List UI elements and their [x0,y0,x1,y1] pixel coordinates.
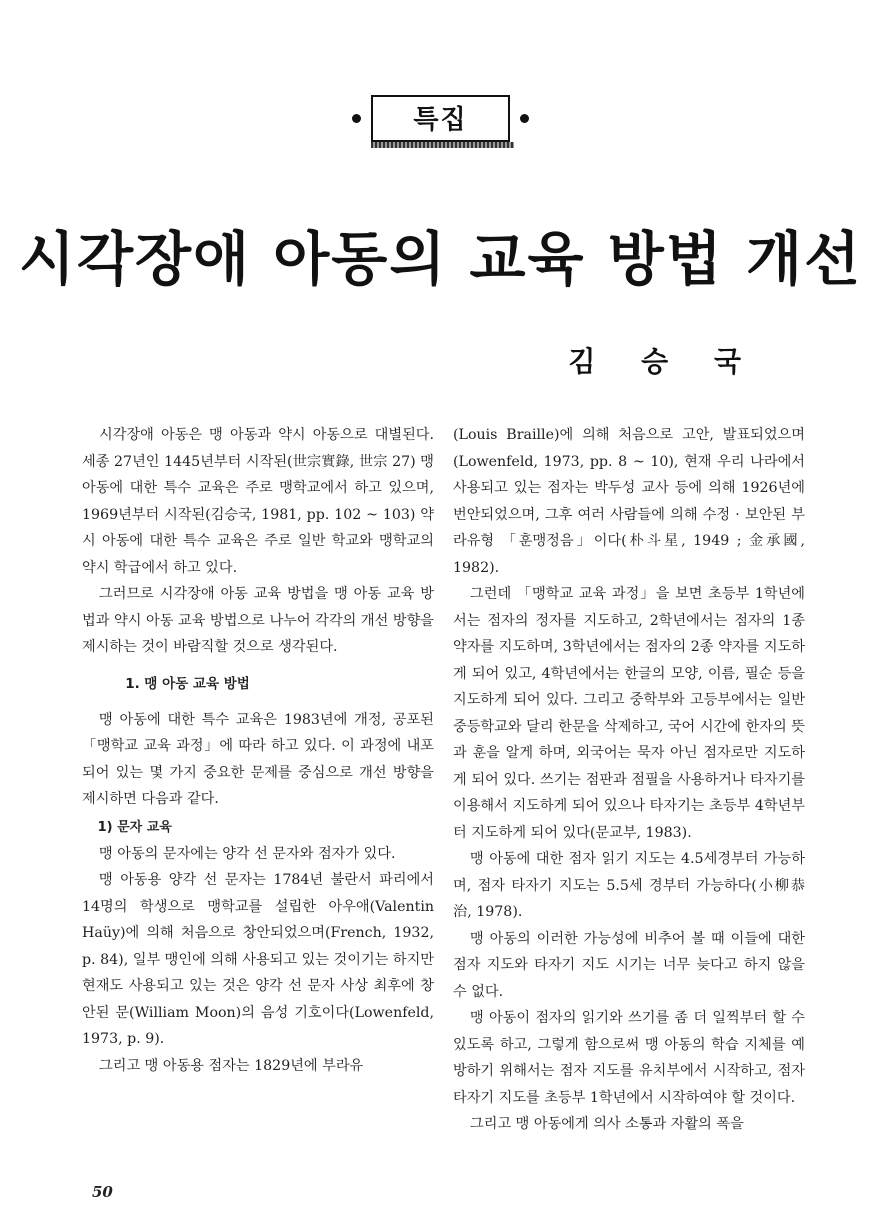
paragraph: 그러므로 시각장애 아동 교육 방법을 맹 아동 교육 방법과 약시 아동 교육 방법으로 나누어 각각의 개선 방향을 제시하는 것이 바람직할 것으로 생각된다. [82,586,434,655]
paragraph: 맹 아동이 점자의 읽기와 쓰기를 좀 더 일찍부터 할 수 있도록 하고, 그렇게 함으로써 맹 아동의 학습 지체를 예방하기 위해서는 점자 지도를 유치부에서 시작하고, 점자 타자기 지도를 초등부 1학년에서 시작하여야 할 것이다. [453,1010,805,1106]
page-number: 50 [92,1183,113,1201]
article-author: 김 승 국 [568,345,759,378]
paragraph: 맹 아동에 대한 점자 읽기 지도는 4.5세경부터 가능하며, 점자 타자기 지도는 5.5세 경부터 가능하다(小柳恭治, 1978). [453,851,805,920]
paragraph: 그런데 「맹학교 교육 과정」을 보면 초등부 1학년에서는 점자의 정자를 지도하고, 2학년에서는 점자의 1종 약자를 지도하며, 3학년에서는 점자의 2종 약자를 지도하게 되어 있고, 4학년에서는 한글의 모양, 이름, 필순 등을 지도하게 되어 있다. 그리고 중학부와 고등부에서는 일반 중등학교와 달리 한문을 삭제하고, 국어 시간에 한자의 뜻과 훈을 알게 하며, 외국어는 묵자 아닌 점자로만 지도하게 되어 있다. 쓰기는 점판과 점필을 사용하거나 타자기를 이용해서 지도하게 되어 있으나 타자기는 초등부 4학년부터 지도하게 되어 있다(문교부, 1983). [453,586,805,841]
bullet-dot-left [352,114,361,123]
section-heading: 1. 맹 아동 교육 방법 [125,675,250,692]
article-title: 시각장애 아동의 교육 방법 개선 [18,225,863,293]
paragraph: 맹 아동용 양각 선 문자는 1784년 불란서 파리에서 14명의 학생으로 맹학교를 설립한 아우애(Valentin Haüy)에 의해 처음으로 창안되었으며(French, 1932, p. 84), 일부 맹인에 의해 사용되고 있는 것이기는 하지만 현재도 사용되고 있는 것은 양각 선 문자 사상 최후에 창안된 문(William Moon)의 음성 기호이다(Lowenfeld, 1973, p. 9). [82,872,434,1047]
paragraph: 맹 아동의 문자에는 양각 선 문자와 점자가 있다. [99,845,396,862]
subsection-heading: 1) 문자 교육 [97,819,172,835]
paragraph: 그리고 맹 아동용 점자는 1829년에 부라유 [99,1057,364,1074]
paragraph: (Louis Braille)에 의해 처음으로 고안, 발표되었으며(Lowenfeld, 1973, pp. 8 ~ 10), 현재 우리 나라에서 사용되고 있는 점자는 박두성 교사 등에 의해 1926년에 번안되었으며, 그후 여러 사람들에 의해 수정 · 보안된 부라유형 「훈맹정음」이다(朴斗星, 1949 ; 金承國, 1982). [453,427,805,576]
paragraph: 시각장애 아동은 맹 아동과 약시 아동으로 대별된다. 세종 27년인 1445년부터 시작된(世宗實錄, 世宗 27) 맹 아동에 대한 특수 교육은 주로 맹학교에서 하고 있으며, 1969년부터 시작된(김승국, 1981, pp. 102 ~ 103) 약시 아동에 대한 특수 교육은 주로 일반 학교와 맹학교의 약시 학급에서 하고 있다. [82,427,434,576]
section-tag-label: 특집 [371,95,509,142]
paragraph: 그리고 맹 아동에게 의사 소통과 자활의 폭을 [470,1116,744,1132]
paragraph: 맹 아동에 대한 특수 교육은 1983년에 개정, 공포된 「맹학교 교육 과정」에 따라 하고 있다. 이 과정에 내포되어 있는 몇 가지 중요한 문제를 중심으로 개선 방향을 제시하면 다음과 같다. [82,711,434,807]
left-column [82,422,434,1079]
right-column [453,422,805,1138]
paragraph: 맹 아동의 이러한 가능성에 비추어 볼 때 이들에 대한 점자 지도와 타자기 지도 시기는 너무 늦다고 하지 않을 수 없다. [453,930,805,1000]
bullet-dot-right [520,114,529,123]
section-tag [0,95,881,142]
